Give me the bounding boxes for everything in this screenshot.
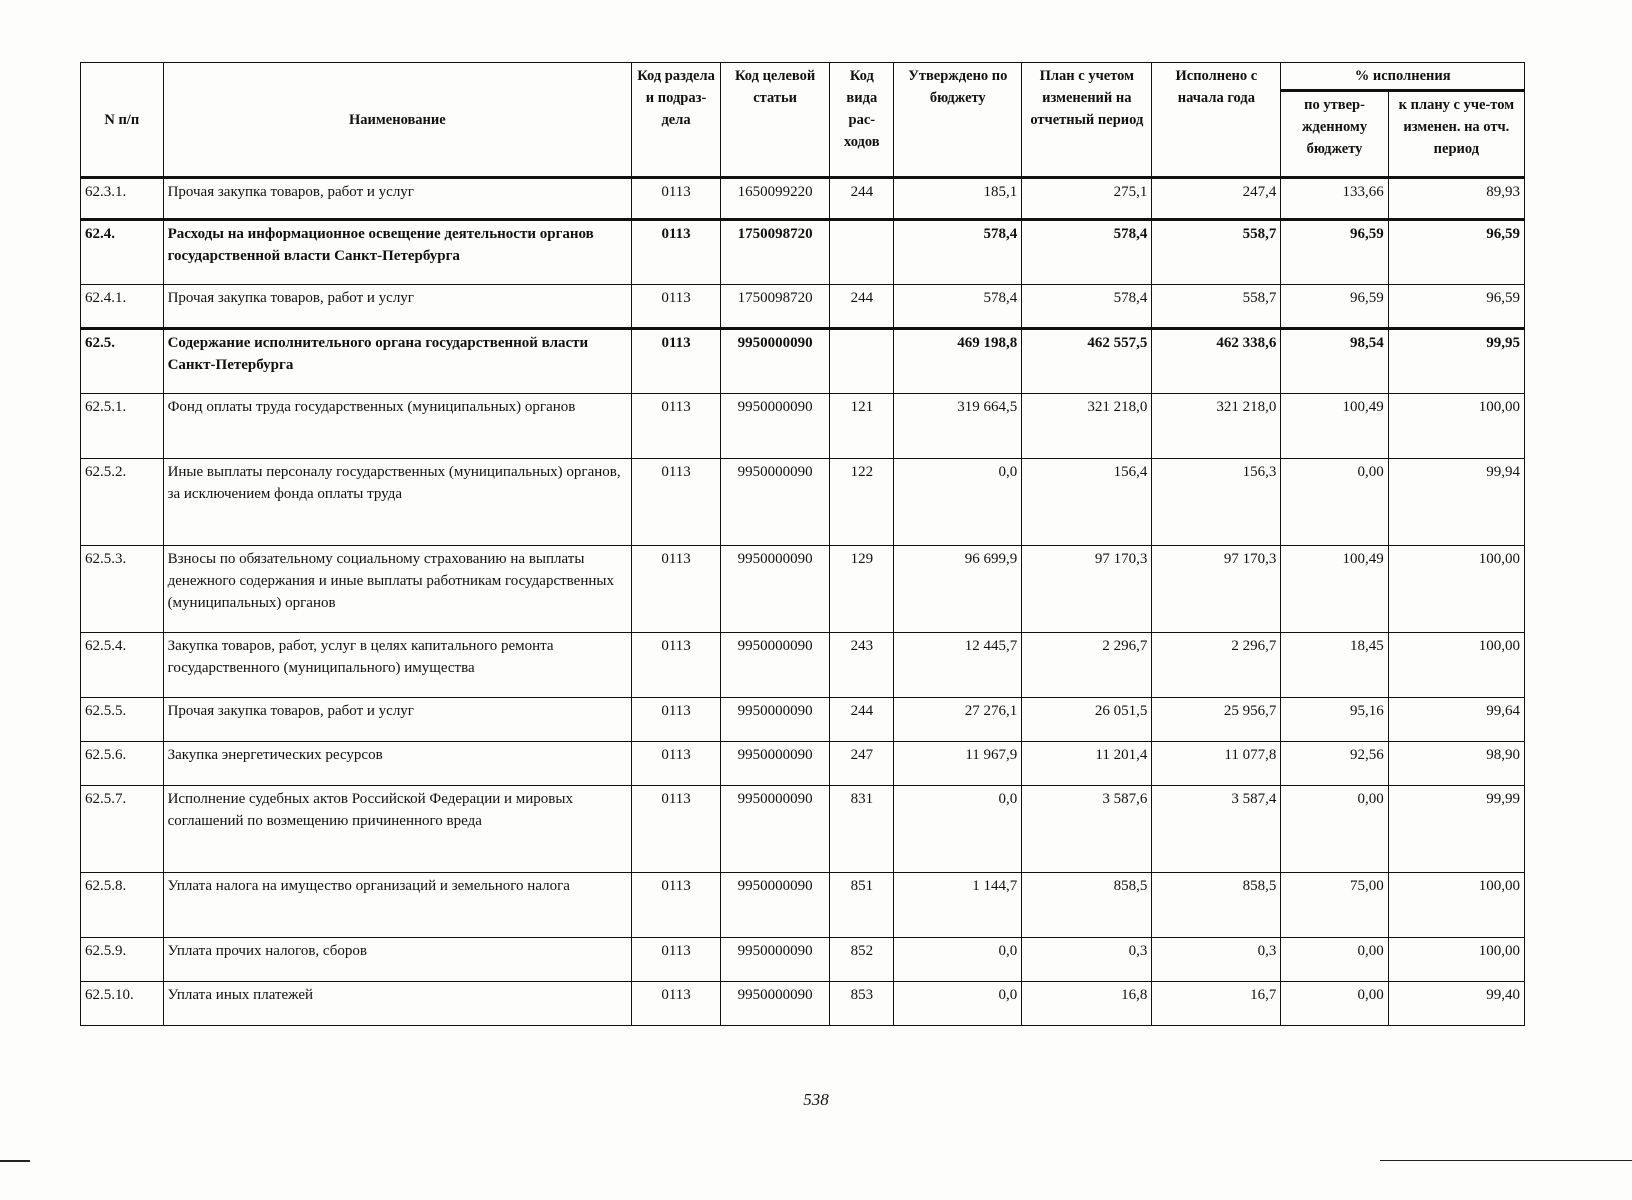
row-target-code: 9950000090 — [720, 546, 829, 633]
row-name: Закупка товаров, работ, услуг в целях капитального ремонта государственного (муниципального) имущества — [163, 633, 632, 698]
row-section-code: 0113 — [632, 742, 721, 786]
row-percent-plan: 96,59 — [1388, 285, 1524, 329]
row-section-code: 0113 — [632, 178, 721, 220]
header-target-code: Код целевой статьи — [720, 63, 829, 178]
row-plan: 2 296,7 — [1022, 633, 1152, 698]
row-percent-budget: 96,59 — [1281, 220, 1388, 285]
header-name: Наименование — [163, 63, 632, 178]
row-approved: 469 198,8 — [894, 329, 1022, 394]
row-percent-plan: 99,95 — [1388, 329, 1524, 394]
row-plan: 321 218,0 — [1022, 394, 1152, 459]
row-section-code: 0113 — [632, 459, 721, 546]
row-plan: 858,5 — [1022, 873, 1152, 938]
row-executed: 156,3 — [1152, 459, 1281, 546]
row-target-code: 9950000090 — [720, 329, 829, 394]
row-number: 62.5.6. — [81, 742, 164, 786]
row-target-code: 9950000090 — [720, 459, 829, 546]
row-percent-budget: 98,54 — [1281, 329, 1388, 394]
row-percent-budget: 100,49 — [1281, 546, 1388, 633]
row-number: 62.5.7. — [81, 786, 164, 873]
row-plan: 3 587,6 — [1022, 786, 1152, 873]
row-approved: 578,4 — [894, 220, 1022, 285]
row-target-code: 9950000090 — [720, 698, 829, 742]
table-row — [81, 285, 1525, 329]
row-target-code: 1650099220 — [720, 178, 829, 220]
row-section-code: 0113 — [632, 546, 721, 633]
header-approved: Утверждено по бюджету — [894, 63, 1022, 178]
row-name: Прочая закупка товаров, работ и услуг — [163, 178, 632, 220]
row-plan: 26 051,5 — [1022, 698, 1152, 742]
row-approved: 578,4 — [894, 285, 1022, 329]
row-section-code: 0113 — [632, 220, 721, 285]
row-section-code: 0113 — [632, 633, 721, 698]
row-expense-type-code: 831 — [830, 786, 894, 873]
row-name: Уплата иных платежей — [163, 982, 632, 1026]
row-number: 62.5.8. — [81, 873, 164, 938]
row-number: 62.5.2. — [81, 459, 164, 546]
table-row — [81, 742, 1525, 786]
row-expense-type-code: 244 — [830, 285, 894, 329]
row-expense-type-code: 243 — [830, 633, 894, 698]
row-name: Уплата прочих налогов, сборов — [163, 938, 632, 982]
row-number: 62.3.1. — [81, 178, 164, 220]
row-executed: 16,7 — [1152, 982, 1281, 1026]
row-percent-budget: 95,16 — [1281, 698, 1388, 742]
row-number: 62.5.10. — [81, 982, 164, 1026]
row-name: Закупка энергетических ресурсов — [163, 742, 632, 786]
row-number: 62.5.4. — [81, 633, 164, 698]
row-target-code: 9950000090 — [720, 873, 829, 938]
row-name: Расходы на информационное освещение деятельности органов государственной власти Санкт-Петербурга — [163, 220, 632, 285]
row-percent-budget: 0,00 — [1281, 786, 1388, 873]
row-percent-plan: 99,64 — [1388, 698, 1524, 742]
row-executed: 558,7 — [1152, 285, 1281, 329]
row-executed: 3 587,4 — [1152, 786, 1281, 873]
row-section-code: 0113 — [632, 873, 721, 938]
row-plan: 0,3 — [1022, 938, 1152, 982]
row-executed: 0,3 — [1152, 938, 1281, 982]
row-plan: 462 557,5 — [1022, 329, 1152, 394]
row-name: Фонд оплаты труда государственных (муниципальных) органов — [163, 394, 632, 459]
row-plan: 578,4 — [1022, 220, 1152, 285]
table-row — [81, 394, 1525, 459]
row-percent-budget: 0,00 — [1281, 459, 1388, 546]
table-row — [81, 698, 1525, 742]
row-target-code: 9950000090 — [720, 394, 829, 459]
header-executed: Исполнено с начала года — [1152, 63, 1281, 178]
row-percent-plan: 96,59 — [1388, 220, 1524, 285]
table-row — [81, 786, 1525, 873]
row-approved: 12 445,7 — [894, 633, 1022, 698]
row-expense-type-code — [830, 329, 894, 394]
row-executed: 858,5 — [1152, 873, 1281, 938]
row-name: Уплата налога на имущество организаций и земельного налога — [163, 873, 632, 938]
header-percent-group: % исполнения — [1281, 63, 1525, 91]
header-section-code: Код раздела и подраз-дела — [632, 63, 721, 178]
row-executed: 247,4 — [1152, 178, 1281, 220]
row-section-code: 0113 — [632, 329, 721, 394]
row-percent-plan: 99,99 — [1388, 786, 1524, 873]
row-number: 62.5.9. — [81, 938, 164, 982]
row-target-code: 1750098720 — [720, 285, 829, 329]
row-percent-budget: 100,49 — [1281, 394, 1388, 459]
row-plan: 578,4 — [1022, 285, 1152, 329]
row-percent-plan: 100,00 — [1388, 873, 1524, 938]
row-number: 62.4. — [81, 220, 164, 285]
header-number: N п/п — [81, 63, 164, 178]
row-target-code: 9950000090 — [720, 982, 829, 1026]
table-row — [81, 546, 1525, 633]
row-plan: 16,8 — [1022, 982, 1152, 1026]
row-percent-plan: 99,40 — [1388, 982, 1524, 1026]
row-percent-plan: 100,00 — [1388, 546, 1524, 633]
row-percent-budget: 133,66 — [1281, 178, 1388, 220]
row-number: 62.5.1. — [81, 394, 164, 459]
row-name: Иные выплаты персоналу государственных (муниципальных) органов, за исключением фонда оплаты труда — [163, 459, 632, 546]
row-plan: 11 201,4 — [1022, 742, 1152, 786]
page-number: 538 — [803, 1090, 829, 1109]
row-number: 62.5.3. — [81, 546, 164, 633]
table-row — [81, 329, 1525, 394]
row-approved: 0,0 — [894, 938, 1022, 982]
row-expense-type-code: 853 — [830, 982, 894, 1026]
row-executed: 11 077,8 — [1152, 742, 1281, 786]
row-number: 62.5. — [81, 329, 164, 394]
table-row — [81, 459, 1525, 546]
row-approved: 0,0 — [894, 982, 1022, 1026]
row-target-code: 9950000090 — [720, 742, 829, 786]
row-target-code: 1750098720 — [720, 220, 829, 285]
row-plan: 156,4 — [1022, 459, 1152, 546]
row-section-code: 0113 — [632, 938, 721, 982]
row-name: Прочая закупка товаров, работ и услуг — [163, 285, 632, 329]
row-expense-type-code: 851 — [830, 873, 894, 938]
row-percent-plan: 98,90 — [1388, 742, 1524, 786]
table-row — [81, 938, 1525, 982]
row-section-code: 0113 — [632, 786, 721, 873]
row-approved: 96 699,9 — [894, 546, 1022, 633]
row-expense-type-code: 247 — [830, 742, 894, 786]
row-percent-plan: 100,00 — [1388, 938, 1524, 982]
budget-execution-table — [80, 62, 1525, 1026]
table-row — [81, 220, 1525, 285]
row-executed: 321 218,0 — [1152, 394, 1281, 459]
row-expense-type-code: 852 — [830, 938, 894, 982]
row-executed: 558,7 — [1152, 220, 1281, 285]
row-approved: 11 967,9 — [894, 742, 1022, 786]
row-expense-type-code: 129 — [830, 546, 894, 633]
row-section-code: 0113 — [632, 698, 721, 742]
row-percent-budget: 0,00 — [1281, 982, 1388, 1026]
row-approved: 27 276,1 — [894, 698, 1022, 742]
row-approved: 319 664,5 — [894, 394, 1022, 459]
row-name: Исполнение судебных актов Российской Федерации и мировых соглашений по возмещению причиненного вреда — [163, 786, 632, 873]
row-percent-budget: 0,00 — [1281, 938, 1388, 982]
row-approved: 185,1 — [894, 178, 1022, 220]
row-percent-budget: 18,45 — [1281, 633, 1388, 698]
header-expense-type-code: Код вида рас-ходов — [830, 63, 894, 178]
row-target-code: 9950000090 — [720, 938, 829, 982]
row-expense-type-code: 121 — [830, 394, 894, 459]
header-plan: План с учетом изменений на отчетный период — [1022, 63, 1152, 178]
row-plan: 97 170,3 — [1022, 546, 1152, 633]
row-plan: 275,1 — [1022, 178, 1152, 220]
row-approved: 0,0 — [894, 786, 1022, 873]
table-header — [81, 63, 1525, 178]
row-expense-type-code: 244 — [830, 698, 894, 742]
row-percent-plan: 100,00 — [1388, 394, 1524, 459]
table-body — [81, 178, 1525, 1026]
row-number: 62.5.5. — [81, 698, 164, 742]
row-executed: 462 338,6 — [1152, 329, 1281, 394]
row-percent-budget: 75,00 — [1281, 873, 1388, 938]
row-name: Взносы по обязательному социальному страхованию на выплаты денежного содержания и иные выплаты работникам государственных (муниципальных) органов — [163, 546, 632, 633]
row-percent-plan: 89,93 — [1388, 178, 1524, 220]
header-percent-budget: по утвер-жденному бюджету — [1281, 91, 1388, 178]
row-executed: 2 296,7 — [1152, 633, 1281, 698]
row-percent-plan: 99,94 — [1388, 459, 1524, 546]
row-approved: 0,0 — [894, 459, 1022, 546]
row-number: 62.4.1. — [81, 285, 164, 329]
row-executed: 25 956,7 — [1152, 698, 1281, 742]
table-row — [81, 178, 1525, 220]
row-section-code: 0113 — [632, 285, 721, 329]
row-name: Содержание исполнительного органа государственной власти Санкт-Петербурга — [163, 329, 632, 394]
row-executed: 97 170,3 — [1152, 546, 1281, 633]
row-expense-type-code — [830, 220, 894, 285]
table-row — [81, 982, 1525, 1026]
row-section-code: 0113 — [632, 982, 721, 1026]
row-section-code: 0113 — [632, 394, 721, 459]
scan-edge-mark — [1380, 1160, 1632, 1161]
row-approved: 1 144,7 — [894, 873, 1022, 938]
scan-edge-mark — [0, 1160, 30, 1162]
header-percent-plan: к плану с уче-том изменен. на отч. период — [1388, 91, 1524, 178]
row-target-code: 9950000090 — [720, 786, 829, 873]
row-expense-type-code: 244 — [830, 178, 894, 220]
row-target-code: 9950000090 — [720, 633, 829, 698]
row-expense-type-code: 122 — [830, 459, 894, 546]
row-percent-plan: 100,00 — [1388, 633, 1524, 698]
table-row — [81, 873, 1525, 938]
row-percent-budget: 96,59 — [1281, 285, 1388, 329]
row-percent-budget: 92,56 — [1281, 742, 1388, 786]
table-row — [81, 633, 1525, 698]
row-name: Прочая закупка товаров, работ и услуг — [163, 698, 632, 742]
